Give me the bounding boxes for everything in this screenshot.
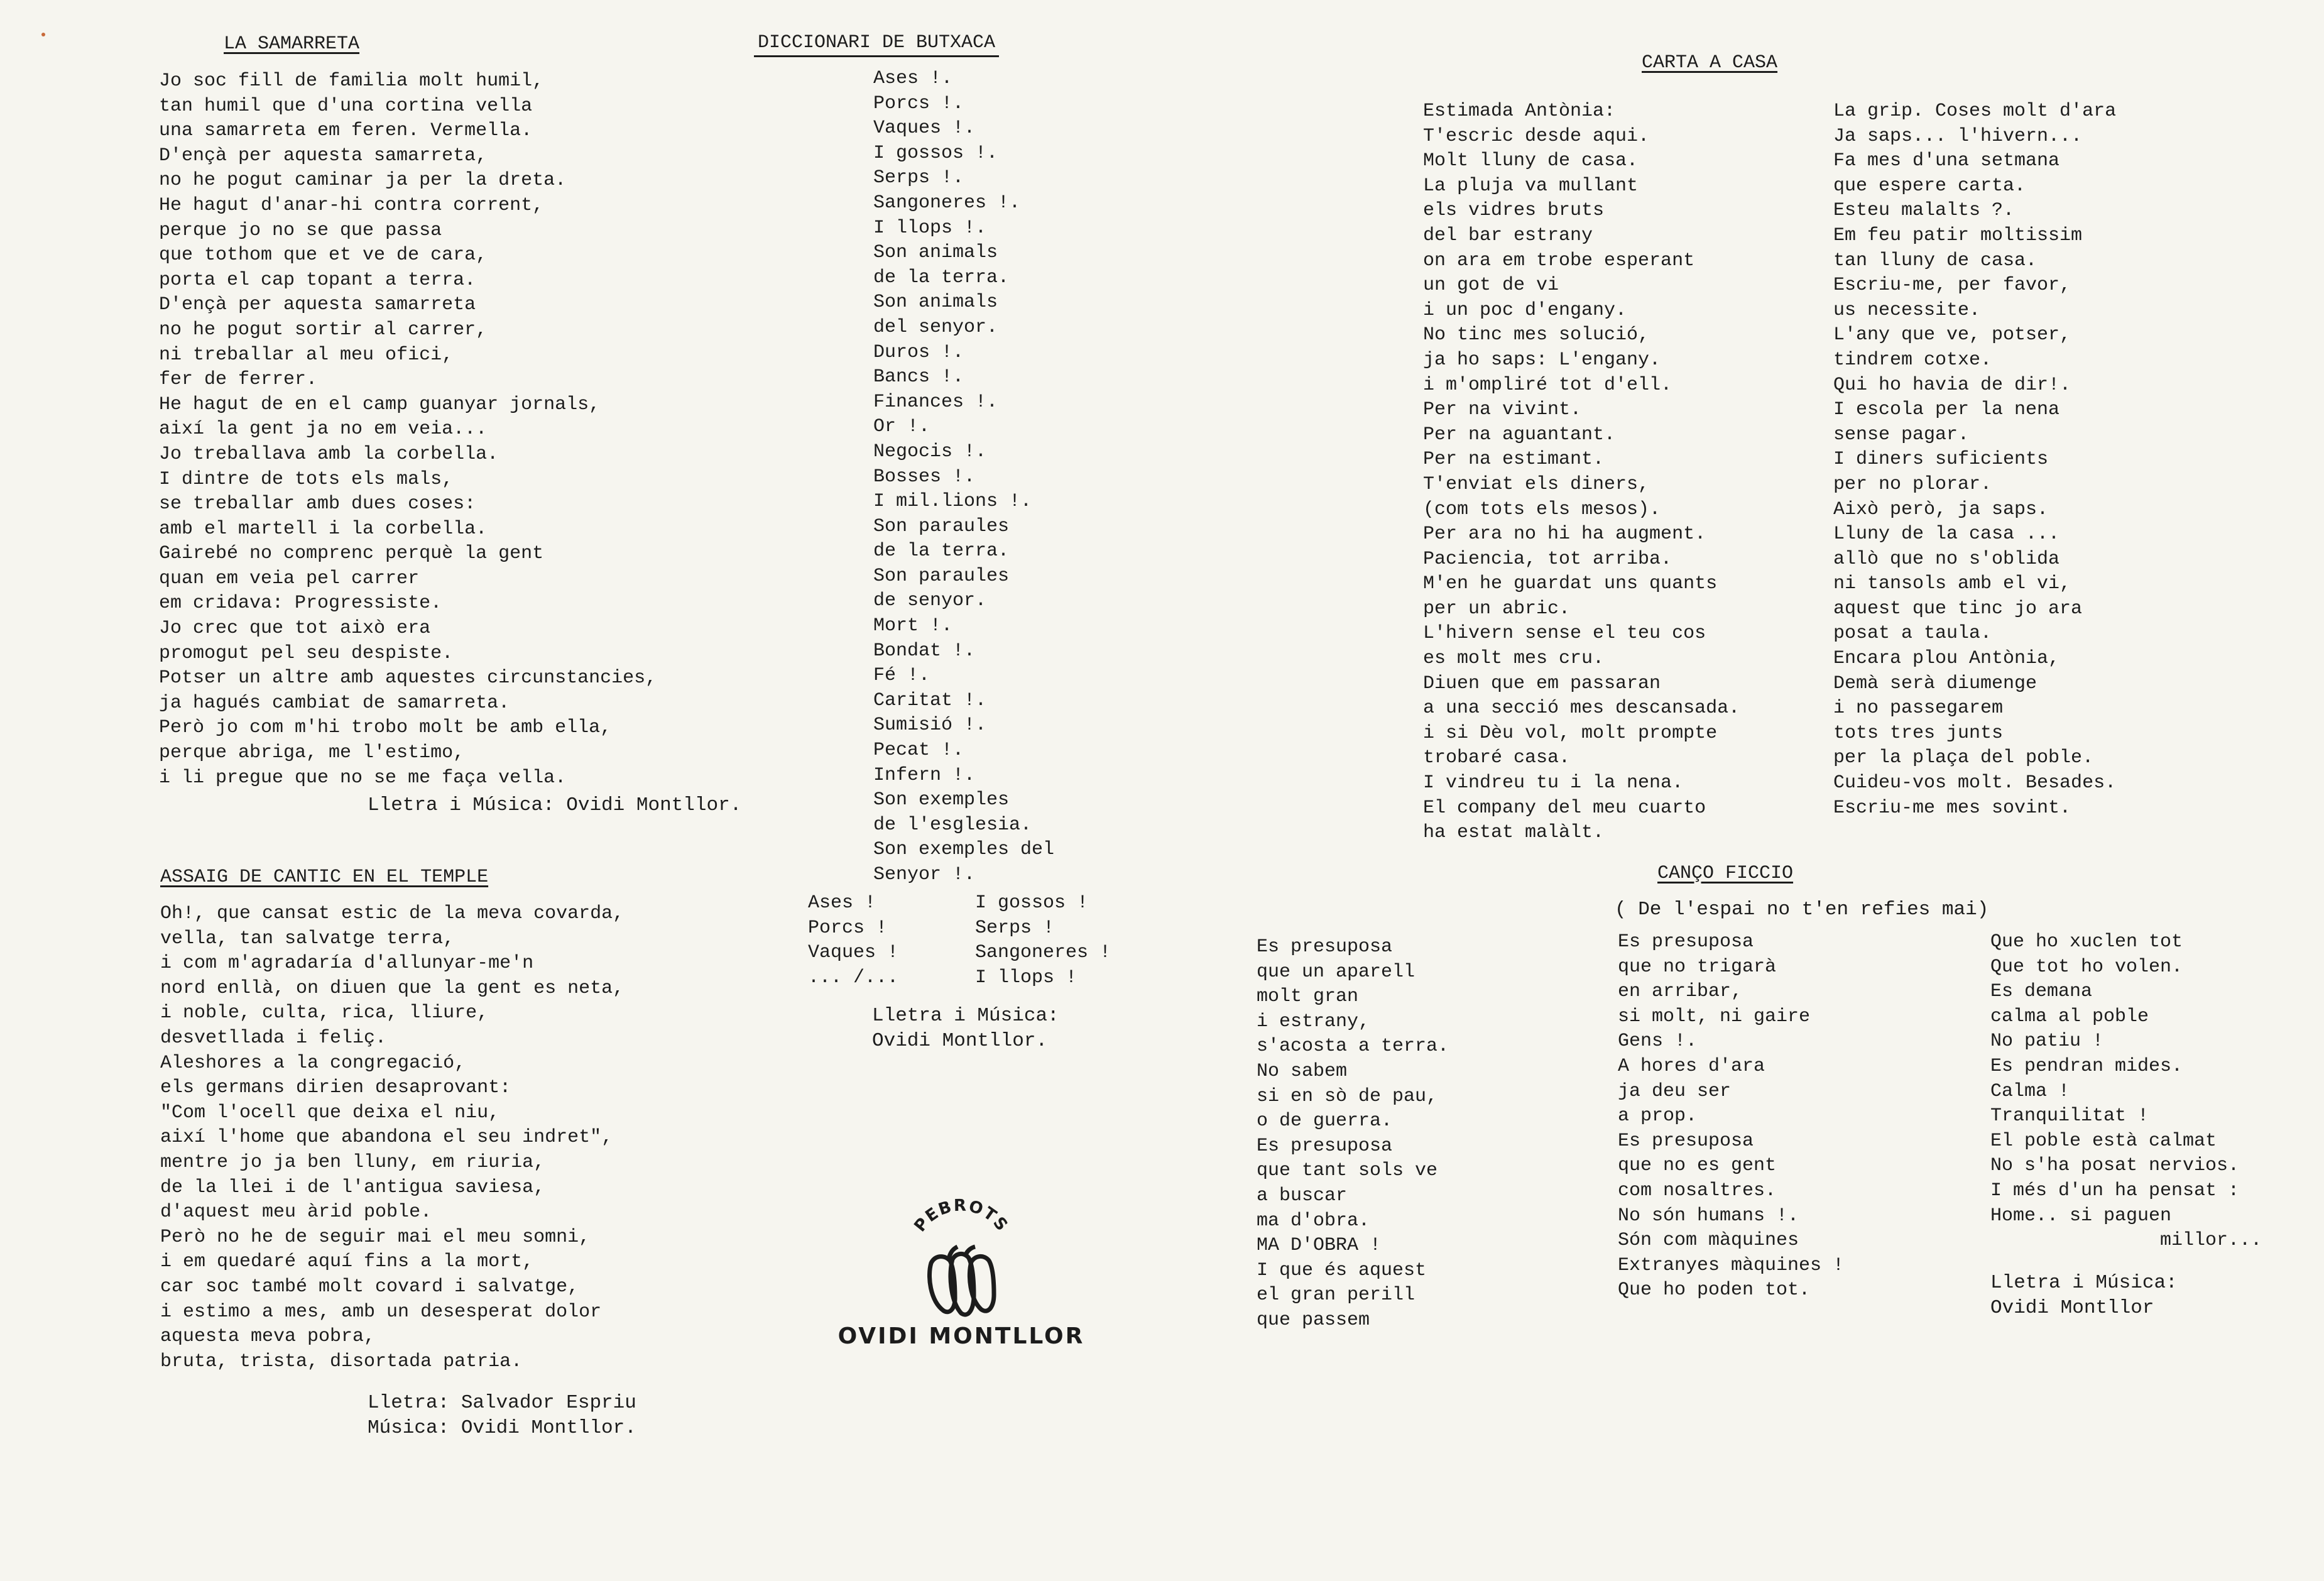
lyric-line: i estimo a mes, amb un desesperat dolor bbox=[160, 1301, 602, 1323]
lyric-line: Duros !. bbox=[873, 341, 964, 363]
lyric-line: del bar estrany bbox=[1423, 224, 1593, 246]
diccionari-title: DICCIONARI DE BUTXACA bbox=[754, 31, 999, 57]
lyric-line: Bancs !. bbox=[873, 366, 964, 388]
lyric-line: tindrem cotxe. bbox=[1833, 349, 1992, 371]
lyric-line: Senyor !. bbox=[873, 864, 976, 885]
lyric-line: us necessite. bbox=[1833, 299, 1981, 321]
lyric-line: No s'ha posat nervios. bbox=[1990, 1155, 2240, 1177]
lyric-line: I llops ! bbox=[975, 966, 1077, 988]
lyric-line: No sabem bbox=[1257, 1060, 1348, 1082]
lyric-line: D'ençà per aquesta samarreta bbox=[159, 294, 476, 316]
lyric-line: ja ho saps: L'engany. bbox=[1423, 349, 1661, 371]
paper-speck bbox=[41, 33, 45, 36]
lyric-line: el gran perill bbox=[1257, 1284, 1416, 1306]
lyric-line: El company del meu cuarto bbox=[1423, 797, 1706, 819]
lyric-line: La grip. Coses molt d'ara bbox=[1833, 101, 2117, 122]
lyric-line: promogut pel seu despiste. bbox=[159, 642, 454, 664]
lyric-line: Son exemples bbox=[873, 789, 1010, 811]
lyric-line: "Com l'ocell que deixa el niu, bbox=[160, 1102, 500, 1124]
carta-column-2 bbox=[1833, 99, 2116, 821]
lyric-line: i un poc d'engany. bbox=[1423, 299, 1627, 321]
lyric-line: Serps ! bbox=[975, 917, 1055, 939]
lyric-line: car soc també molt covard i salvatge, bbox=[160, 1276, 579, 1298]
lyric-line: perque abriga, me l'estimo, bbox=[159, 742, 465, 764]
lyric-line: desvetllada i feliç. bbox=[160, 1027, 387, 1049]
lyric-line: que un aparell bbox=[1257, 961, 1416, 983]
lyric-line: i estrany, bbox=[1257, 1010, 1370, 1032]
lyric-line: i com m'agradaría d'allunyar-me'n bbox=[160, 953, 534, 975]
lyric-line: Bosses !. bbox=[873, 466, 976, 488]
canco-column-3 bbox=[1990, 930, 2262, 1254]
lyric-line: Home.. si paguen bbox=[1990, 1205, 2172, 1227]
lyric-line: ... /... bbox=[808, 966, 899, 988]
lyric-line: Molt lluny de casa. bbox=[1423, 150, 1639, 172]
assaig-credit-lyrics: Lletra: Salvador Espriu bbox=[368, 1392, 636, 1414]
lyric-line: i noble, culta, rica, lliure, bbox=[160, 1002, 489, 1024]
lyric-line: em cridava: Progressiste. bbox=[159, 593, 442, 615]
lyric-line: T'escric desde aqui. bbox=[1423, 125, 1650, 147]
lyric-line: porta el cap topant a terra. bbox=[159, 269, 476, 291]
samarreta-credit: Lletra i Música: Ovidi Montllor. bbox=[368, 794, 742, 816]
lyric-line: Potser un altre amb aquestes circunstancies, bbox=[159, 667, 657, 689]
lyric-line: vella, tan salvatge terra, bbox=[160, 927, 455, 949]
lyric-line: com nosaltres. bbox=[1618, 1179, 1777, 1201]
lyric-line: Serps !. bbox=[873, 167, 964, 189]
lyric-line: a prop. bbox=[1618, 1105, 1698, 1127]
lyric-line: que tant sols ve bbox=[1257, 1160, 1438, 1182]
lyric-line: La pluja va mullant bbox=[1423, 175, 1639, 197]
lyric-line: Es presuposa bbox=[1618, 1130, 1754, 1152]
lyric-line: Jo treballava amb la corbella. bbox=[159, 443, 499, 465]
lyric-line: Lluny de la casa ... bbox=[1833, 523, 2060, 545]
lyric-line: Són com màquines bbox=[1618, 1230, 1799, 1252]
lyric-line: M'en he guardat uns quants bbox=[1423, 573, 1718, 595]
lyric-line: fer de ferrer. bbox=[159, 369, 318, 391]
lyric-line: I gossos !. bbox=[873, 142, 998, 164]
lyric-line: I més d'un ha pensat : bbox=[1990, 1179, 2240, 1201]
lyric-line: Sangoneres !. bbox=[873, 192, 1021, 214]
lyric-line: Calma ! bbox=[1990, 1080, 2070, 1102]
lyric-line: s'acosta a terra. bbox=[1257, 1036, 1449, 1058]
lyric-line: (com tots els mesos). bbox=[1423, 498, 1661, 520]
lyric-line: T'enviat els diners, bbox=[1423, 473, 1650, 495]
lyric-line: si en sò de pau, bbox=[1257, 1085, 1438, 1107]
lyric-line: Bondat !. bbox=[873, 640, 976, 662]
diccionari-credit-1: Lletra i Música: bbox=[872, 1005, 1059, 1027]
lyric-line: Porcs !. bbox=[873, 92, 964, 114]
lyric-line: que tothom que et ve de cara, bbox=[159, 244, 488, 266]
lyric-line: ni tansols amb el vi, bbox=[1833, 573, 2071, 595]
lyric-line: Paciencia, tot arriba. bbox=[1423, 548, 1672, 570]
lyric-line: Sangoneres ! bbox=[975, 942, 1111, 964]
lyric-line: de la terra. bbox=[873, 540, 1010, 562]
lyric-line: del senyor. bbox=[873, 316, 998, 338]
lyric-line: Pecat !. bbox=[873, 740, 964, 762]
lyric-line: Es presuposa bbox=[1257, 936, 1393, 958]
lyric-line: L'hivern sense el teu cos bbox=[1423, 623, 1706, 645]
lyric-line: Qui ho havia de dir!. bbox=[1833, 374, 2071, 396]
lyric-line: mentre jo ja ben lluny, em riuria, bbox=[160, 1151, 545, 1173]
lyric-line: Això però, ja saps. bbox=[1833, 498, 2049, 520]
lyric-line: I que és aquest bbox=[1257, 1259, 1427, 1281]
lyric-line: Però no he de seguir mai el meu somni, bbox=[160, 1226, 591, 1248]
lyric-line: perque jo no se que passa bbox=[159, 219, 442, 241]
lyric-line: així l'home que abandona el seu indret", bbox=[160, 1127, 613, 1149]
lyric-line: una samarreta em feren. Vermella. bbox=[159, 120, 533, 142]
lyric-line: tan lluny de casa. bbox=[1833, 249, 2038, 271]
lyric-line: i li pregue que no se me faça vella. bbox=[159, 767, 567, 789]
lyric-line: i m'ompliré tot d'ell. bbox=[1423, 374, 1672, 396]
lyric-line: Diuen que em passaran bbox=[1423, 672, 1661, 694]
lyric-line: posat a taula. bbox=[1833, 623, 1992, 645]
lyric-line: Porcs ! bbox=[808, 917, 888, 939]
lyric-line: no he pogut caminar ja per la dreta. bbox=[159, 170, 567, 192]
lyric-line: I dintre de tots els mals, bbox=[159, 468, 454, 490]
lyric-line: de la terra. bbox=[873, 266, 1010, 288]
lyric-line: de senyor. bbox=[873, 590, 987, 612]
lyric-line: Fé !. bbox=[873, 665, 930, 687]
lyric-line: que no es gent bbox=[1618, 1155, 1777, 1177]
lyric-line: Mort !. bbox=[873, 615, 953, 637]
lyric-line: que passem bbox=[1257, 1309, 1370, 1331]
lyric-line: calma al poble bbox=[1990, 1005, 2149, 1027]
lyric-line: Que ho xuclen tot bbox=[1990, 931, 2183, 953]
lyric-line: a buscar bbox=[1257, 1184, 1348, 1206]
lyric-line: de la llei i de l'antigua saviesa, bbox=[160, 1176, 545, 1198]
lyric-line: si molt, ni gaire bbox=[1618, 1005, 1811, 1027]
lyric-line: sense pagar. bbox=[1833, 424, 1970, 446]
lyric-line: Escriu-me mes sovint. bbox=[1833, 797, 2071, 819]
lyric-line: L'any que ve, potser, bbox=[1833, 324, 2071, 346]
lyric-line: Gairebé no comprenc perquè la gent bbox=[159, 543, 544, 565]
lyric-line: quan em veia pel carrer bbox=[159, 567, 420, 589]
canco-column-2 bbox=[1618, 930, 1844, 1303]
lyric-line: Ases ! bbox=[808, 892, 876, 914]
lyric-line: se treballar amb dues coses: bbox=[159, 493, 476, 515]
lyric-line: MA D'OBRA ! bbox=[1257, 1235, 1382, 1257]
lyric-line: Cuideu-vos molt. Besades. bbox=[1833, 772, 2117, 794]
lyric-line: ma d'obra. bbox=[1257, 1210, 1370, 1232]
lyric-line: per la plaça del poble. bbox=[1833, 747, 2094, 769]
lyric-line: I escola per la nena bbox=[1833, 399, 2060, 421]
lyric-line: I mil.lions !. bbox=[873, 491, 1032, 513]
lyric-line: Esteu malalts ?. bbox=[1833, 200, 2015, 222]
lyric-line: Per na estimant. bbox=[1423, 449, 1605, 471]
lyric-line: El poble està calmat bbox=[1990, 1130, 2217, 1152]
lyric-line: Es demana bbox=[1990, 981, 2093, 1003]
lyric-line: allò que no s'oblida bbox=[1833, 548, 2060, 570]
lyric-line: tots tres junts bbox=[1833, 722, 2004, 744]
lyric-line: d'aquest meu àrid poble. bbox=[160, 1201, 432, 1223]
lyric-line: No són humans !. bbox=[1618, 1205, 1799, 1227]
lyric-line: els vidres bruts bbox=[1423, 200, 1605, 222]
lyric-line: Demà serà diumenge bbox=[1833, 672, 2038, 694]
canco-subtitle: ( De l'espai no t'en refies mai) bbox=[1615, 899, 1989, 921]
lyric-line: I vindreu tu i la nena. bbox=[1423, 772, 1684, 794]
lyric-line: a una secció mes descansada. bbox=[1423, 698, 1740, 719]
assaig-lyrics bbox=[160, 902, 624, 1374]
canco-title: CANÇO FICCIO bbox=[1657, 863, 1794, 884]
lyric-line: de l'esglesia. bbox=[873, 814, 1032, 836]
lyric-line: Son exemples del bbox=[873, 839, 1055, 861]
samarreta-lyrics bbox=[159, 69, 657, 790]
lyric-line: Encara plou Antònia, bbox=[1833, 648, 2060, 670]
lyric-line: I gossos ! bbox=[975, 892, 1089, 914]
lyric-line: Caritat !. bbox=[873, 689, 987, 711]
carta-title: CARTA A CASA bbox=[1642, 52, 1778, 74]
pebrots-logo bbox=[836, 1194, 1087, 1349]
lyric-line: He hagut d'anar-hi contra corrent, bbox=[159, 194, 544, 216]
lyric-line: ni treballar al meu ofici, bbox=[159, 344, 454, 366]
lyric-line: I llops !. bbox=[873, 217, 987, 239]
lyric-line: i si Dèu vol, molt prompte bbox=[1423, 722, 1718, 744]
lyric-line: ja hagués cambiat de samarreta. bbox=[159, 692, 510, 714]
assaig-title: ASSAIG DE CANTIC EN EL TEMPLE bbox=[160, 867, 489, 888]
lyric-line: que no trigarà bbox=[1618, 956, 1777, 978]
lyric-line: bruta, trista, disortada patria. bbox=[160, 1350, 523, 1372]
canco-credit-2: Ovidi Montllor bbox=[1990, 1297, 2154, 1319]
lyric-line: Tranquilitat ! bbox=[1990, 1105, 2149, 1127]
lyric-line: Gens !. bbox=[1618, 1031, 1698, 1053]
lyric-line: nord enllà, on diuen que la gent es neta, bbox=[160, 977, 625, 999]
lyric-line: tan humil que d'una cortina vella bbox=[159, 95, 533, 117]
lyric-line: per un abric. bbox=[1423, 598, 1571, 620]
lyric-line: Aleshores a la congregació, bbox=[160, 1052, 466, 1074]
canco-credit-1: Lletra i Música: bbox=[1990, 1272, 2178, 1294]
lyric-line: així la gent ja no em veia... bbox=[159, 418, 488, 440]
lyric-line: No tinc mes solució, bbox=[1423, 324, 1650, 346]
carta-column-1 bbox=[1423, 99, 1740, 846]
lyric-line: en arribar, bbox=[1618, 981, 1743, 1003]
lyric-line: Son paraules bbox=[873, 565, 1010, 587]
lyric-line: que espere carta. bbox=[1833, 175, 2026, 197]
lyric-line: un got de vi bbox=[1423, 275, 1559, 297]
samarreta-title: LA SAMARRETA bbox=[224, 33, 360, 55]
logo-name: OVIDI MONTLLOR bbox=[837, 1323, 1085, 1349]
lyric-line: Sumisió !. bbox=[873, 714, 987, 736]
lyric-line: on ara em trobe esperant bbox=[1423, 249, 1695, 271]
lyric-line: amb el martell i la corbella. bbox=[159, 518, 488, 540]
lyric-line: Em feu patir moltissim bbox=[1833, 224, 2083, 246]
lyric-line: Extranyes màquines ! bbox=[1618, 1254, 1845, 1276]
lyric-line: Vaques !. bbox=[873, 118, 976, 140]
lyric-line: trobaré casa. bbox=[1423, 747, 1571, 769]
lyric-line: i em quedaré aquí fins a la mort, bbox=[160, 1251, 534, 1273]
diccionari-left-column bbox=[808, 891, 898, 990]
lyric-line: aquest que tinc jo ara bbox=[1833, 598, 2083, 620]
lyric-line: Or !. bbox=[873, 416, 930, 438]
lyric-line: per no plorar. bbox=[1833, 473, 1992, 495]
lyric-line: es molt mes cru. bbox=[1423, 648, 1605, 670]
lyric-line: No patiu ! bbox=[1990, 1031, 2104, 1053]
assaig-credit-music: Música: Ovidi Montllor. bbox=[368, 1417, 636, 1439]
lyric-line: Ases !. bbox=[873, 68, 953, 89]
lyric-line: Jo crec que tot això era bbox=[159, 618, 431, 640]
lyric-line: I diners suficients bbox=[1833, 449, 2049, 471]
lyric-line: Que ho poden tot. bbox=[1618, 1279, 1811, 1301]
lyric-line: Son paraules bbox=[873, 515, 1010, 537]
lyric-line: D'ençà per aquesta samarreta, bbox=[159, 145, 488, 167]
lyric-line: Per ara no hi ha augment. bbox=[1423, 523, 1706, 545]
lyric-line: Per na vivint. bbox=[1423, 399, 1582, 421]
lyric-line: Vaques ! bbox=[808, 942, 899, 964]
lyric-line: A hores d'ara bbox=[1618, 1055, 1765, 1077]
diccionari-credit-2: Ovidi Montllor. bbox=[872, 1030, 1048, 1052]
lyric-line: He hagut de en el camp guanyar jornals, bbox=[159, 393, 601, 415]
lyric-line: Negocis !. bbox=[873, 440, 987, 462]
lyric-line: i no passegarem bbox=[1833, 698, 2004, 719]
diccionari-right-column bbox=[975, 891, 1111, 990]
lyric-line: no he pogut sortir al carrer, bbox=[159, 319, 488, 341]
lyric-line: millor... bbox=[1990, 1230, 2262, 1252]
svg-text:PEBROTS: PEBROTS bbox=[910, 1196, 1012, 1236]
lyric-line: Es pendran mides. bbox=[1990, 1055, 2183, 1077]
lyric-line: Son animals bbox=[873, 292, 998, 314]
lyric-line: molt gran bbox=[1257, 986, 1359, 1008]
lyric-line: Oh!, que cansat estic de la meva covarda, bbox=[160, 903, 625, 924]
lyric-line: Jo soc fill de familia molt humil, bbox=[159, 70, 544, 92]
lyric-line: els germans dirien desaprovant: bbox=[160, 1077, 511, 1099]
lyric-line: ha estat malàlt. bbox=[1423, 822, 1605, 844]
lyric-line: Infern !. bbox=[873, 764, 976, 786]
lyric-line: Escriu-me, per favor, bbox=[1833, 275, 2071, 297]
lyric-line: Que tot ho volen. bbox=[1990, 956, 2183, 978]
lyric-line: Estimada Antònia: bbox=[1423, 101, 1616, 122]
lyric-line: Ja saps... l'hivern... bbox=[1833, 125, 2083, 147]
lyric-line: ja deu ser bbox=[1618, 1080, 1732, 1102]
lyric-line: Per na aguantant. bbox=[1423, 424, 1616, 446]
diccionari-lyrics bbox=[873, 67, 1054, 888]
lyric-line: Finances !. bbox=[873, 391, 998, 413]
lyric-line: o de guerra. bbox=[1257, 1110, 1393, 1132]
lyric-line: Però jo com m'hi trobo molt be amb ella, bbox=[159, 717, 612, 739]
lyric-line: Es presuposa bbox=[1257, 1135, 1393, 1157]
peppers-icon bbox=[836, 1194, 1087, 1320]
lyric-line: aquesta meva pobra, bbox=[160, 1326, 376, 1348]
lyric-line: Es presuposa bbox=[1618, 931, 1754, 953]
canco-column-1 bbox=[1257, 935, 1449, 1333]
lyric-line: Fa mes d'una setmana bbox=[1833, 150, 2060, 172]
lyric-line: Son animals bbox=[873, 242, 998, 264]
